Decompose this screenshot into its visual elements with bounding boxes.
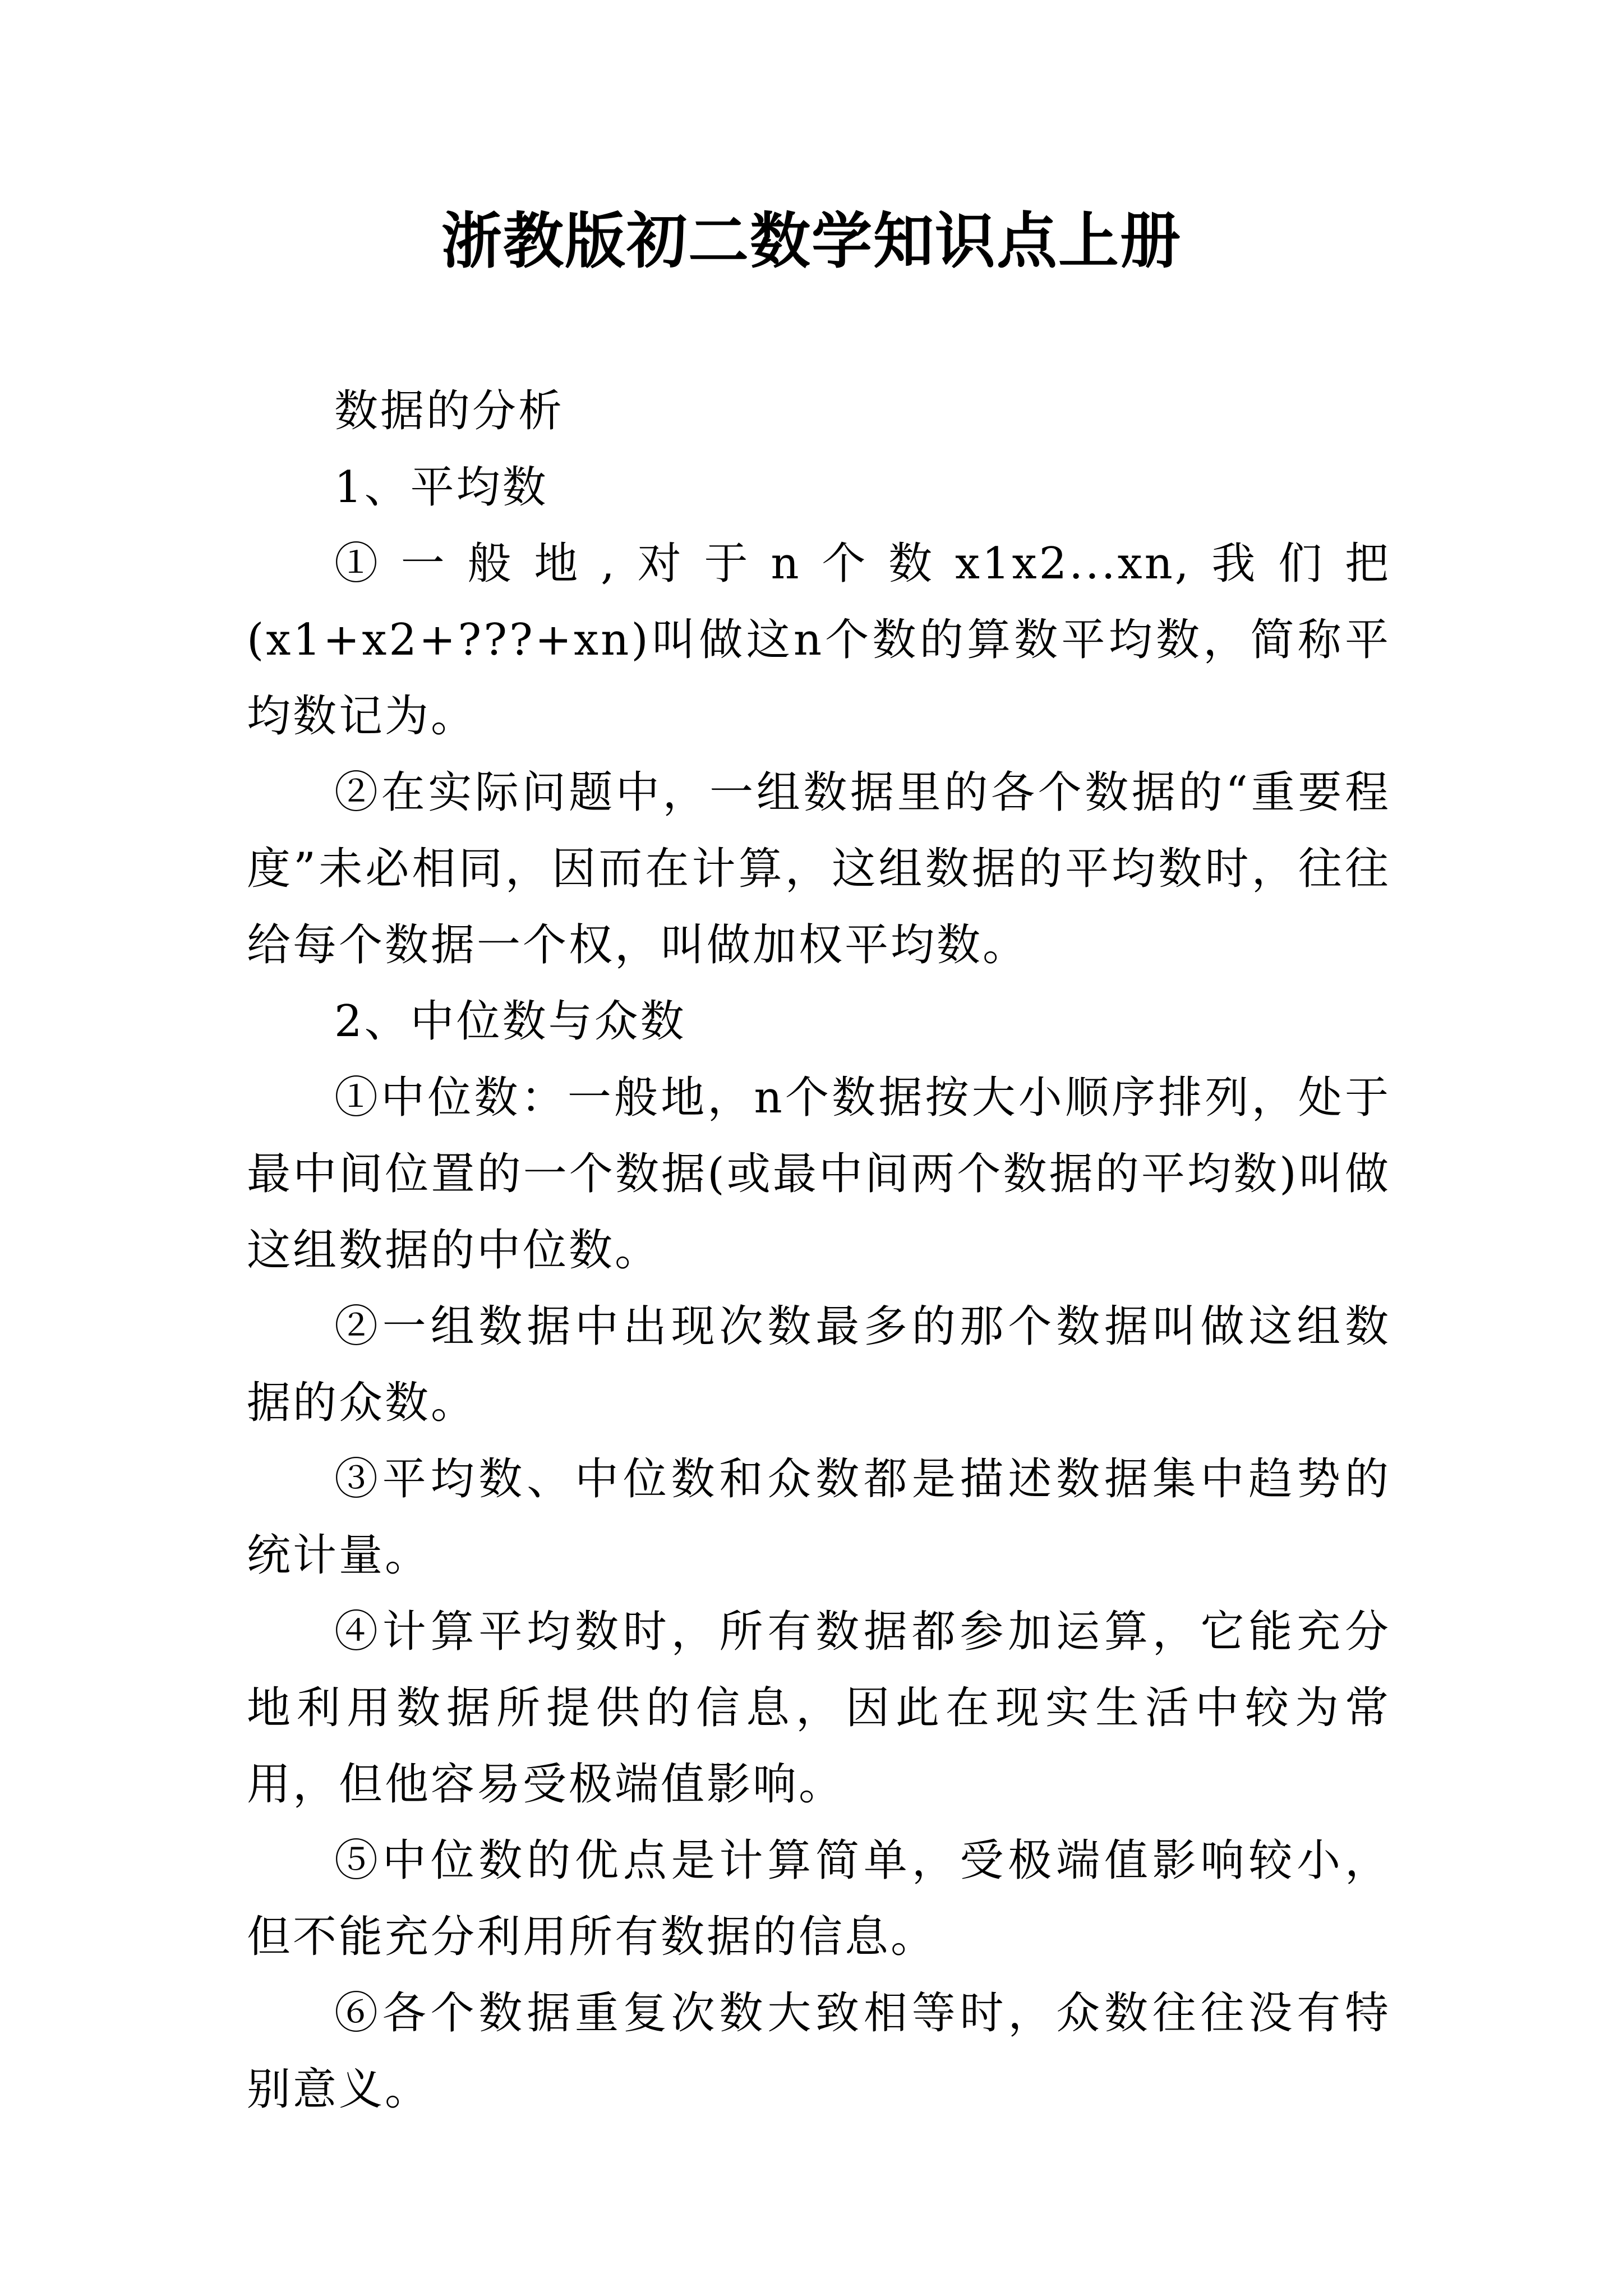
document-title: 浙教版初二数学知识点上册 bbox=[441, 206, 1182, 277]
subsection-heading-mean: 1、平均数 bbox=[334, 462, 548, 513]
paragraph: ④计算平均数时，所有数据都参加运算，它能充分地利用数据所提供的信息，因此在现实生活中较为常用，但他容易受极端值影响。 bbox=[247, 1607, 1391, 1810]
paragraph: ⑥各个数据重复次数大致相等时，众数往往没有特别意义。 bbox=[247, 1988, 1391, 2115]
paragraph: ①一般地,对于n个数x1x2...xn,我们把(x1+x2+???+xn)叫做这n个数的算数平均数，简称平均数记为。 bbox=[247, 539, 1391, 742]
paragraph: ②在实际问题中，一组数据里的各个数据的“重要程度”未必相同，因而在计算，这组数据的平均数时，往往给每个数据一个权，叫做加权平均数。 bbox=[247, 767, 1391, 970]
subsection-heading-median-mode: 2、中位数与众数 bbox=[334, 996, 686, 1047]
document-body bbox=[247, 373, 1391, 2128]
paragraph: ②一组数据中出现次数最多的那个数据叫做这组数据的众数。 bbox=[247, 1301, 1391, 1428]
paragraph: ⑤中位数的优点是计算简单，受极端值影响较小，但不能充分利用所有数据的信息。 bbox=[247, 1835, 1391, 1962]
paragraph: ①中位数：一般地，n个数据按大小顺序排列，处于最中间位置的一个数据(或最中间两个数据的平均数)叫做这组数据的中位数。 bbox=[247, 1073, 1391, 1276]
paragraph: ③平均数、中位数和众数都是描述数据集中趋势的统计量。 bbox=[247, 1454, 1391, 1581]
section-heading-data-analysis: 数据的分析 bbox=[334, 386, 565, 436]
